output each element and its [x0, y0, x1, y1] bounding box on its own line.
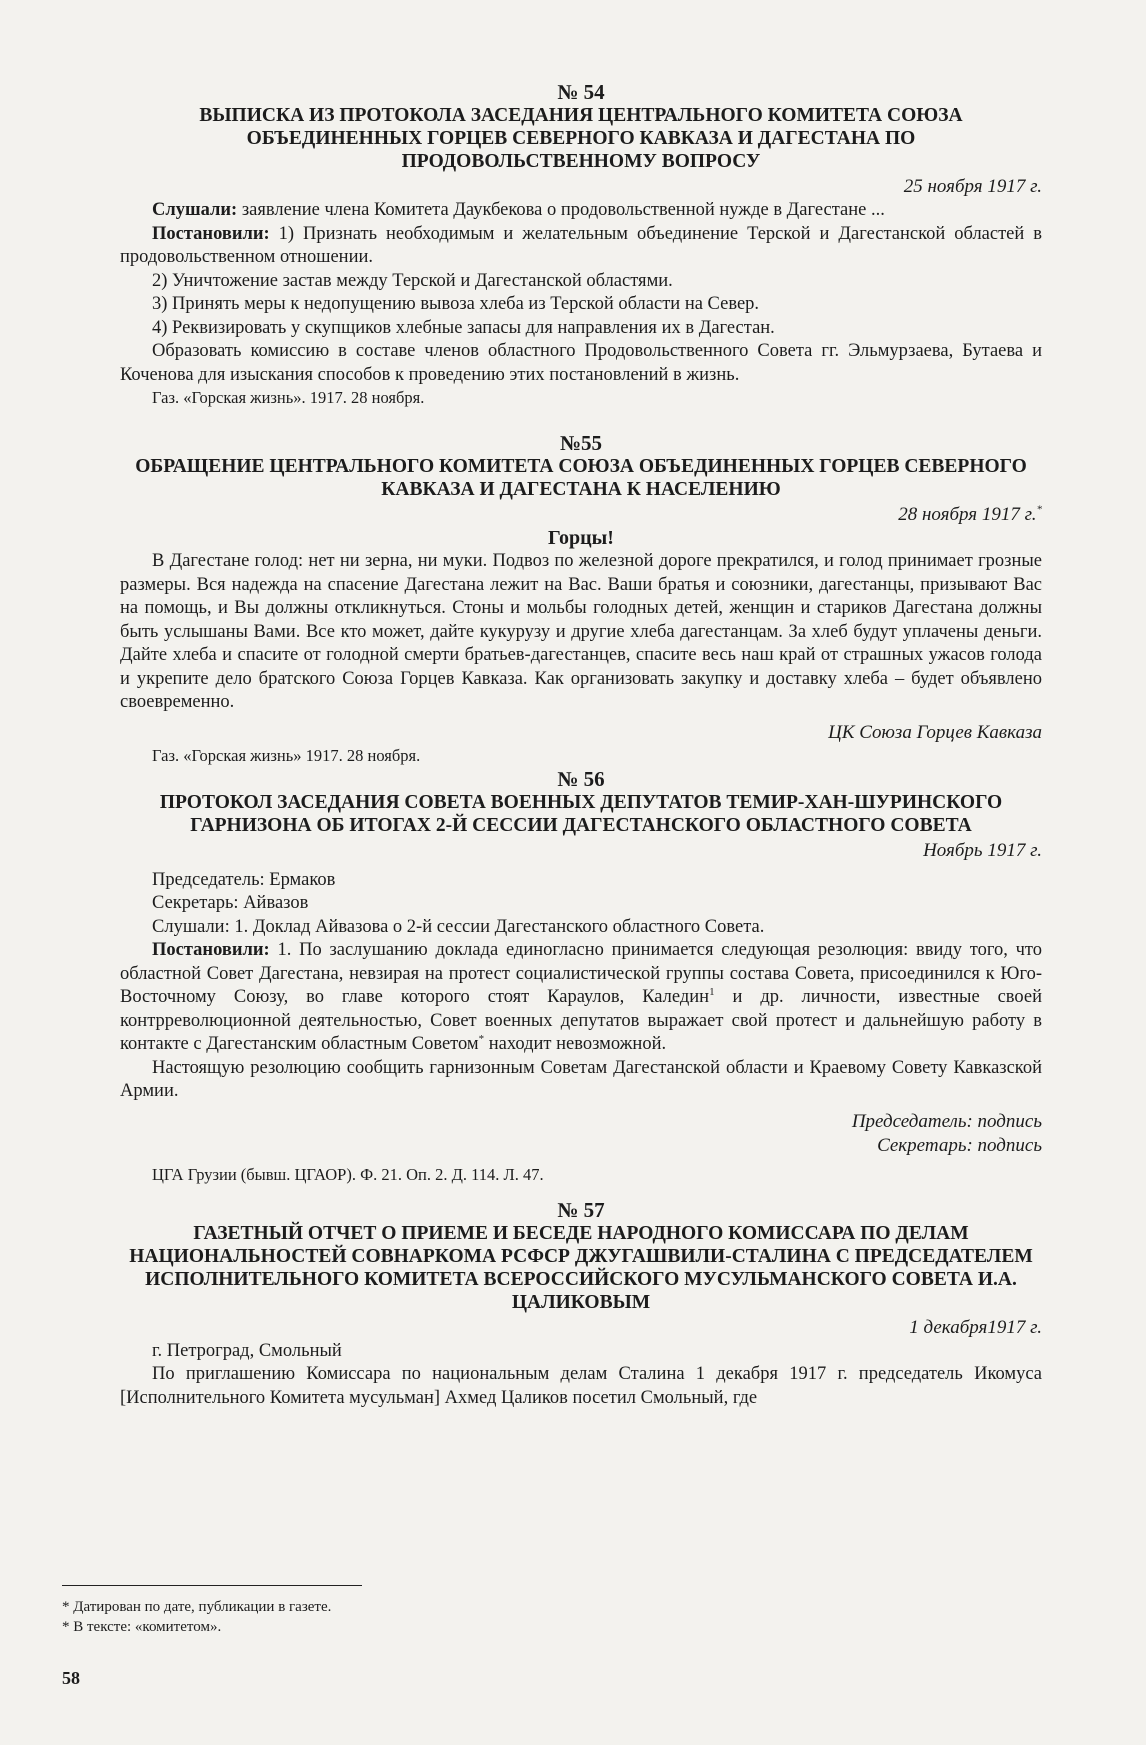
doc-date-text: 28 ноября 1917 г. [898, 504, 1037, 525]
footnote-divider [62, 1585, 362, 1586]
footnotes [62, 1597, 962, 1637]
source-citation: Газ. «Горская жизнь». 1917. 28 ноября. [152, 388, 425, 407]
footnote-ref: * [478, 1032, 485, 1045]
greeting: Горцы! [548, 527, 614, 549]
heard-text: заявление члена Комитета Даукбекова о продовольственной нужде в Дагестане ... [237, 200, 885, 220]
place-line: г. Петроград, Смольный [152, 1340, 342, 1361]
doc-date: 25 ноября 1917 г. [903, 176, 1042, 197]
heard-paragraph: Слушали: 1. Доклад Айвазова о 2-й сессии Дагестанского областного Совета. [152, 916, 765, 937]
source-citation: Газ. «Горская жизнь» 1917. 28 ноября. [152, 745, 421, 765]
resolution-item: 4) Реквизировать у скупщиков хлебные запасы для направления их в Дагестан. [152, 317, 775, 338]
footnote: * Датирован по дате, публикации в газете. [62, 1599, 332, 1615]
secretary-line: Секретарь: Айвазов [152, 893, 309, 913]
signature-secretary: Секретарь: подпись [877, 1134, 1042, 1156]
doc-title: ВЫПИСКА ИЗ ПРОТОКОЛА ЗАСЕДАНИЯ ЦЕНТРАЛЬНОГО КОМИТЕТА СОЮЗА ОБЪЕДИНЕННЫХ ГОРЦЕВ СЕВЕРНОГО КАВКАЗА И ДАГЕСТАНА ПО ПРОДОВОЛЬСТВЕННОМУ ВОПРОСУ [199, 105, 963, 172]
doc-number: № 57 [557, 1197, 605, 1222]
footnote-ref: 1 [709, 985, 715, 998]
document-55 [120, 431, 1042, 767]
date-footnote-mark: * [1036, 503, 1042, 516]
inform-paragraph: Настоящую резолюцию сообщить гарнизонным Советам Дагестанской области и Краевому Совету Кавказской Армии. [120, 1057, 1042, 1101]
signature-chair: Председатель: подпись [851, 1110, 1042, 1132]
footnote: * В тексте: «комитетом». [62, 1619, 222, 1635]
report-body: По приглашению Комиссара по национальным делам Сталина 1 декабря 1917 г. председатель Икомуса [Исполнительного Комитета мусульман] Ахмед Цаликов посетил Смольный, где [120, 1364, 1042, 1408]
doc-number: № 54 [557, 80, 605, 104]
doc-date: Ноябрь 1917 г. [923, 839, 1042, 861]
source-citation: ЦГА Грузии (бывш. ЦГАОР). Ф. 21. Оп. 2. Д. 114. Л. 47. [152, 1164, 544, 1184]
signature: ЦК Союза Горцев Кавказа [828, 721, 1042, 743]
doc-date: 1 декабря1917 г. [909, 1316, 1042, 1338]
doc-number: № 56 [557, 766, 605, 791]
doc-title: ПРОТОКОЛ ЗАСЕДАНИЯ СОВЕТА ВОЕННЫХ ДЕПУТАТОВ ТЕМИР-ХАН-ШУРИНСКОГО ГАРНИЗОНА ОБ ИТОГАХ 2-Й СЕССИИ ДАГЕСТАНСКОГО ОБЛАСТНОГО СОВЕТА [159, 791, 1003, 836]
doc-title: ГАЗЕТНЫЙ ОТЧЕТ О ПРИЕМЕ И БЕСЕДЕ НАРОДНОГО КОМИССАРА ПО ДЕЛАМ НАЦИОНАЛЬНОСТЕЙ СОВНАРКОМА РСФСР ДЖУГАШВИЛИ-СТАЛИНА С ПРЕДСЕДАТЕЛЕМ ИСПОЛНИТЕЛЬНОГО КОМИТЕТА ВСЕРОССИЙСКОГО МУСУЛЬМАНСКОГО СОВЕТА И.А. ЦАЛИКОВЫМ [129, 1222, 1033, 1313]
resolved-text-3: находит невозможной. [484, 1034, 667, 1054]
commission-paragraph: Образовать комиссию в составе членов областного Продовольственного Совета гг. Эльмурзаева, Бутаева и Коченова для изыскания способов к проведению этих постановлений в жизнь. [120, 341, 1042, 385]
resolved-text-1: 1. По заслушанию доклада единогласно принимается следующая резолюция: ввиду того, что областной Совет Дагестана, невзирая на протест социалистической группы состава Совета, присоединился к Юго-Восточному Союзу, во главе которого стоят Караулов, Каледин [120, 940, 1042, 1007]
chair-line: Председатель: Ермаков [152, 869, 336, 890]
heard-paragraph [120, 199, 1042, 223]
doc-number: №55 [559, 431, 603, 455]
document-56 [120, 767, 1042, 1186]
resolved-text-2: и др. личности, известные своей контрреволюционной деятельностью, Совет военных депутатов выражает свой протест и дальнейшую работу в контакте с Дагестанским областным Советом [120, 987, 1042, 1054]
resolved-label: Постановили: [152, 940, 270, 960]
resolved-paragraph [120, 939, 1042, 1057]
heard-label: Слушали: [152, 200, 238, 220]
resolved-paragraph [120, 223, 1042, 270]
doc-date [120, 503, 1042, 527]
resolution-item: 3) Принять меры к недопущению вывоза хлеба из Терской области на Север. [152, 294, 760, 314]
document-57 [120, 1198, 1042, 1411]
resolved-label: Постановили: [152, 223, 270, 244]
resolution-item: 2) Уничтожение застав между Терской и Дагестанской областями. [152, 270, 673, 291]
appeal-body: В Дагестане голод: нет ни зерна, ни муки. Подвоз по железной дороге прекратился, и голод принимает грозные размеры. Вся надежда на спасение Дагестана лежит на Вас. Ваши братья и союзники, дагестанцы, призывают Вас на помощь, и Вы должны откликнуться. Стоны и мольбы голодных детей, женщин и стариков Дагестана должны быть услышаны Вами. Все кто может, дайте кукурузу и другие хлеба дагестанцам. За хлеб будут уплачены деньги. Дайте хлеба и спасите от голодной смерти братьев-дагестанцев, спасите весь наш край от страшных ужасов голода и укрепите дело братского Союза Горцев Кавказа. Как организовать закупку и доставку хлеба – будет объявлено своевременно. [120, 551, 1042, 712]
document-54 [120, 80, 1042, 409]
page-number: 58 [62, 1668, 80, 1688]
page-content [120, 80, 1042, 1410]
resolved-text: 1) Признать необходимым и желательным объединение Терской и Дагестанской областей в продовольственном отношении. [120, 223, 1042, 267]
doc-title: ОБРАЩЕНИЕ ЦЕНТРАЛЬНОГО КОМИТЕТА СОЮЗА ОБЪЕДИНЕННЫХ ГОРЦЕВ СЕВЕРНОГО КАВКАЗА И ДАГЕСТАНА К НАСЕЛЕНИЮ [135, 456, 1027, 500]
